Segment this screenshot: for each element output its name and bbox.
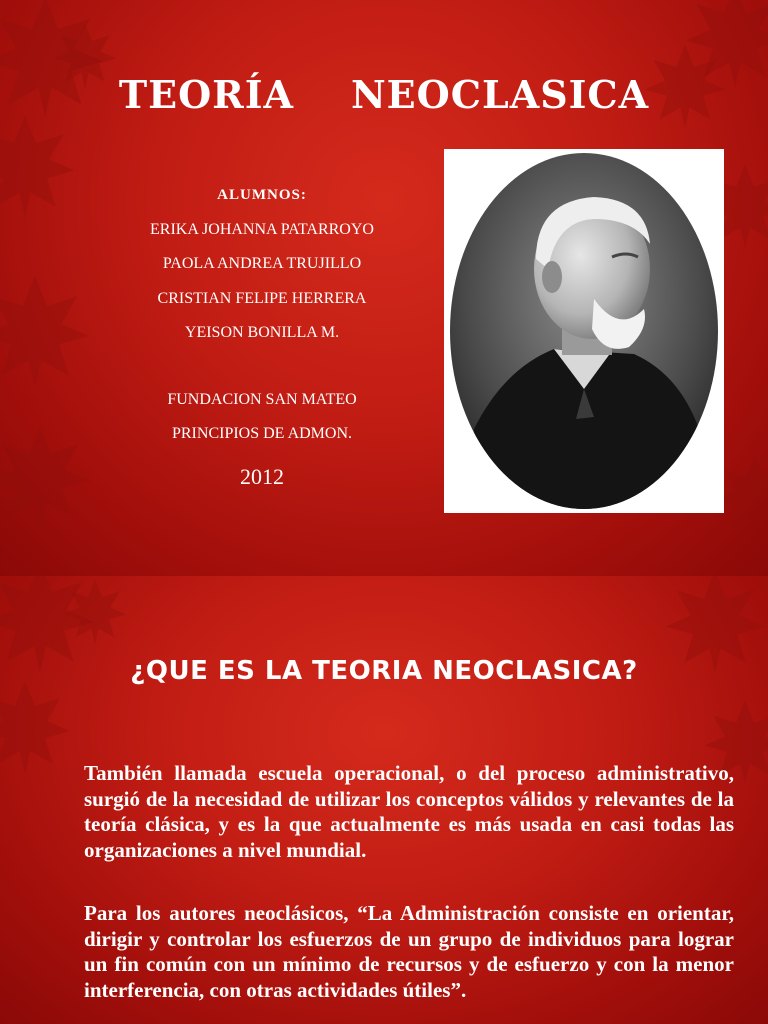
- slide-definition: [0, 576, 768, 1024]
- quote-paragraph: Para los autores neoclásicos, “La Administración consiste en orientar, dirigir y controlar los esfuerzos de un grupo de individuos para lograr un fin común con un mínimo de recursos y de esfuerzo y con la menor interferencia, con otras actividades útiles”.: [84, 901, 734, 1002]
- course-name: PRINCIPIOS DE ADMON.: [171, 425, 353, 442]
- authors-block: [104, 178, 420, 494]
- portrait-photo-icon: [444, 149, 724, 513]
- student-name: ERIKA JOHANNA PATARROYO: [150, 220, 374, 238]
- leaf-decoration-icon: [0, 676, 75, 776]
- spacer: [104, 351, 420, 383]
- student-name: YEISON BONILLA M.: [184, 324, 340, 341]
- leaf-decoration-icon: [60, 576, 130, 646]
- students-label: ALUMNOS:: [217, 187, 307, 203]
- student-name: CRISTIAN FELIPE HERRERA: [157, 289, 367, 307]
- leaf-decoration-icon: [0, 270, 95, 390]
- slide-heading: ¿QUE ES LA TEORIA NEOCLASICA?: [130, 656, 638, 686]
- student-name: PAOLA ANDREA TRUJILLO: [162, 255, 362, 272]
- definition-paragraph: También llamada escuela operacional, o del proceso administrativo, surgió de la necesidad de utilizar los conceptos válidos y relevantes de la teoría clásica, y es la que actualmente es más usada en casi todas las organizaciones a nivel mundial.: [84, 761, 734, 862]
- year-label: 2012: [240, 463, 284, 489]
- portrait-photo: [444, 149, 724, 513]
- slide-title-heading: TEORÍA NEOCLASICA: [118, 72, 650, 117]
- leaf-decoration-icon: [0, 110, 80, 220]
- institution-name: FUNDACION SAN MATEO: [167, 390, 357, 408]
- leaf-decoration-icon: [0, 420, 95, 530]
